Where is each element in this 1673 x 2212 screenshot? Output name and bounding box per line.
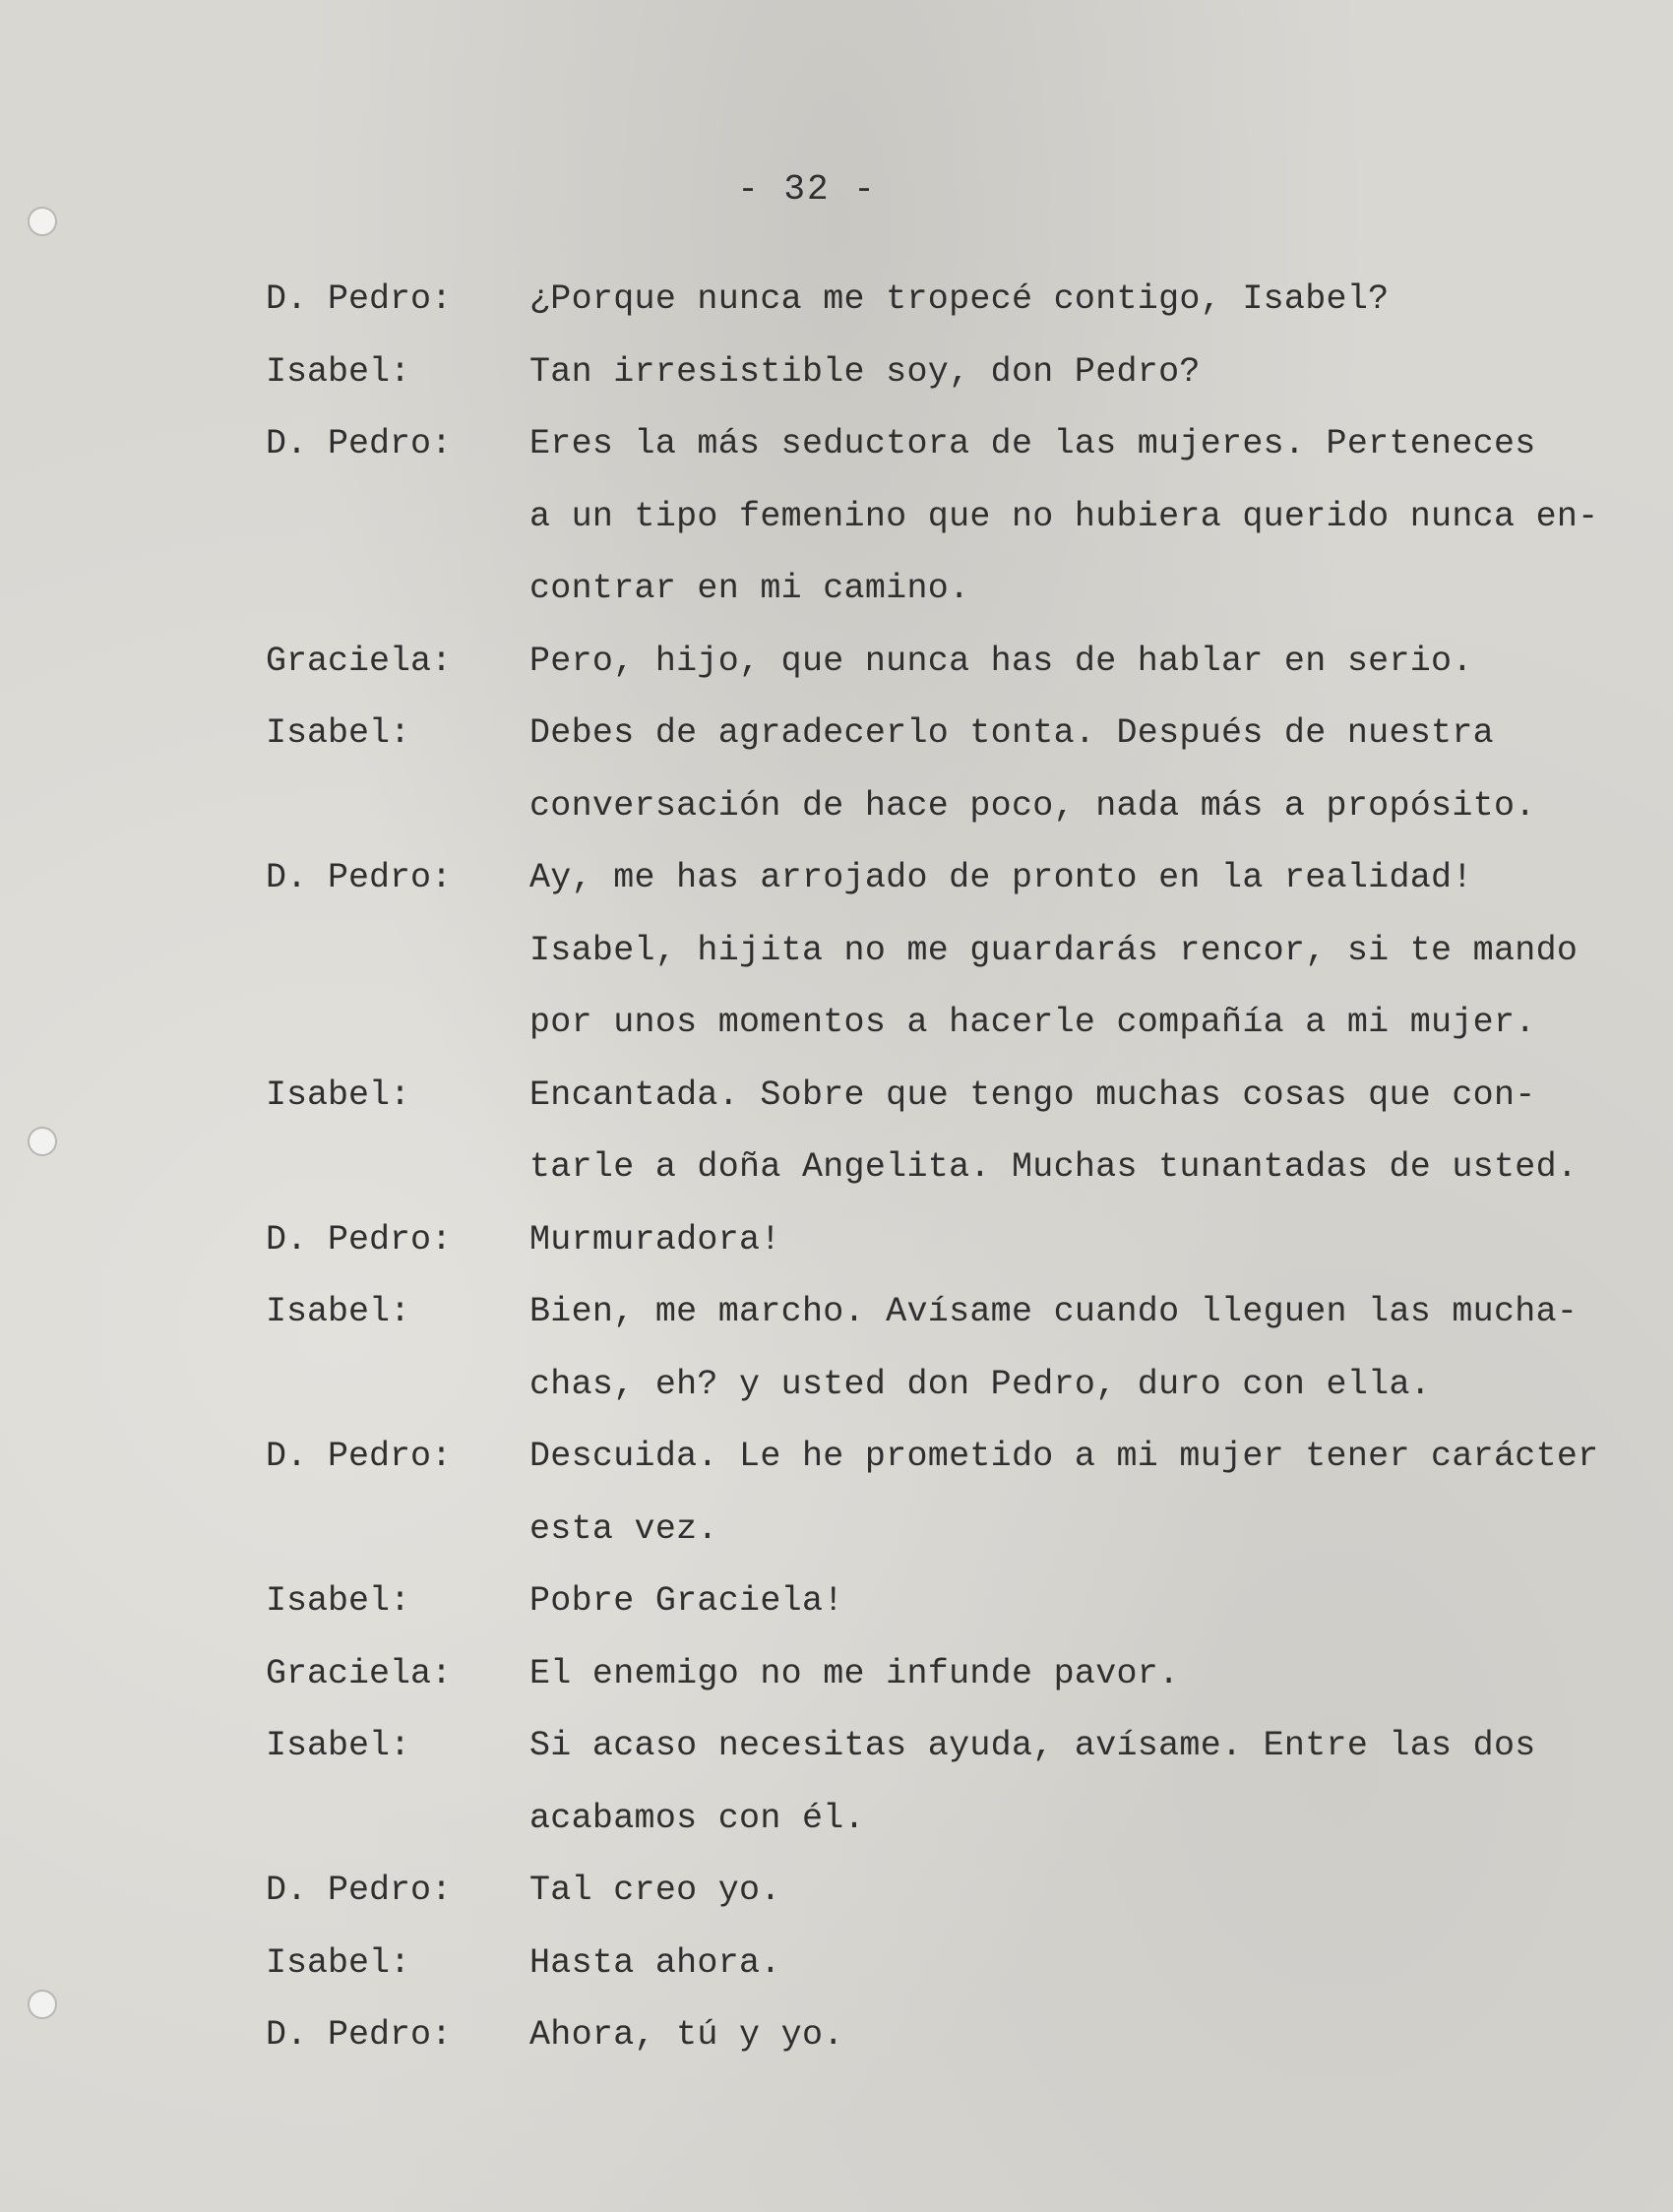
dialogue-text: Pero, hijo, que nunca has de hablar en serio. xyxy=(529,641,1473,681)
speaker-name: Isabel: xyxy=(266,1581,411,1621)
dialogue-line xyxy=(266,1724,1594,1797)
speaker-name: Isabel: xyxy=(266,1726,411,1765)
dialogue-line xyxy=(266,1797,1594,1870)
punch-hole-middle xyxy=(28,1127,57,1156)
dialogue-text: Eres la más seductora de las mujeres. Perteneces xyxy=(529,424,1536,463)
speaker-name: D. Pedro: xyxy=(266,1219,453,1260)
dialogue-line xyxy=(266,856,1594,929)
dialogue-line xyxy=(266,422,1594,495)
dialogue-text: conversación de hace poco, nada más a propósito. xyxy=(529,785,1536,826)
dialogue-text: Tan irresistible soy, don Pedro? xyxy=(529,351,1201,392)
dialogue-line xyxy=(266,1145,1594,1218)
speaker-name: D. Pedro: xyxy=(266,424,453,463)
dialogue-line xyxy=(266,1579,1594,1652)
dialogue-text: Debes de agradecerlo tonta. Después de nuestra xyxy=(529,713,1494,753)
punch-hole-bottom xyxy=(28,1990,57,2019)
page-number: - 32 - xyxy=(737,169,877,210)
speaker-name: D. Pedro: xyxy=(266,2015,453,2055)
dialogue-text: Isabel, hijita no me guardarás rencor, si te mando xyxy=(529,930,1579,970)
dialogue-line xyxy=(266,784,1594,857)
dialogue-line xyxy=(266,1363,1594,1436)
dialogue-line xyxy=(266,1435,1599,1507)
speaker-name: D. Pedro: xyxy=(266,858,453,897)
dialogue-text: Hasta ahora. xyxy=(529,1942,781,1983)
dialogue-script xyxy=(266,277,1599,2086)
dialogue-text: acabamos con él. xyxy=(529,1798,865,1838)
speaker-name: Graciela: xyxy=(266,1653,453,1693)
dialogue-text: Murmuradora! xyxy=(529,1219,781,1260)
dialogue-line xyxy=(266,1001,1594,1074)
dialogue-line xyxy=(266,495,1599,568)
speaker-name: Isabel: xyxy=(266,351,411,392)
dialogue-line xyxy=(266,277,1594,350)
speaker-name: D. Pedro: xyxy=(266,1871,453,1910)
dialogue-line xyxy=(266,640,1594,712)
dialogue-line xyxy=(266,1869,1594,1941)
dialogue-text: Si acaso necesitas ayuda, avísame. Entre las dos xyxy=(529,1726,1536,1765)
dialogue-text: a un tipo femenino que no hubiera querido nunca en- xyxy=(529,496,1599,536)
dialogue-line xyxy=(266,1652,1594,1725)
dialogue-line xyxy=(266,1218,1594,1291)
dialogue-text: por unos momentos a hacerle compañía a mi mujer. xyxy=(529,1003,1536,1042)
speaker-name: Graciela: xyxy=(266,641,453,681)
speaker-name: D. Pedro: xyxy=(266,279,453,319)
speaker-name: Isabel: xyxy=(266,1292,411,1331)
speaker-name: Isabel: xyxy=(266,713,411,753)
dialogue-text: chas, eh? y usted don Pedro, duro con ella. xyxy=(529,1364,1432,1404)
dialogue-line xyxy=(266,1507,1594,1580)
dialogue-text: Ay, me has arrojado de pronto en la realidad! xyxy=(529,858,1473,897)
dialogue-text: El enemigo no me infunde pavor. xyxy=(529,1653,1180,1693)
dialogue-text: Encantada. Sobre que tengo muchas cosas que con- xyxy=(529,1075,1536,1115)
dialogue-line xyxy=(266,711,1594,784)
dialogue-line xyxy=(266,1941,1594,2014)
speaker-name: D. Pedro: xyxy=(266,1437,453,1476)
dialogue-line xyxy=(266,1290,1594,1363)
dialogue-line xyxy=(266,2013,1594,2086)
dialogue-line xyxy=(266,350,1594,423)
dialogue-text: tarle a doña Angelita. Muchas tunantadas de usted. xyxy=(529,1147,1579,1187)
speaker-name: Isabel: xyxy=(266,1075,411,1115)
speaker-name: Isabel: xyxy=(266,1942,411,1983)
dialogue-text: Pobre Graciela! xyxy=(529,1581,844,1621)
dialogue-line xyxy=(266,567,1594,640)
dialogue-text: Descuida. Le he prometido a mi mujer tener carácter xyxy=(529,1437,1599,1476)
dialogue-text: contrar en mi camino. xyxy=(529,569,970,608)
dialogue-line xyxy=(266,1074,1594,1146)
dialogue-text: Tal creo yo. xyxy=(529,1871,781,1910)
dialogue-text: Ahora, tú y yo. xyxy=(529,2015,844,2055)
dialogue-text: ¿Porque nunca me tropecé contigo, Isabel? xyxy=(529,279,1390,319)
dialogue-text: esta vez. xyxy=(529,1508,718,1549)
punch-hole-top xyxy=(28,207,57,236)
dialogue-line xyxy=(266,929,1594,1002)
dialogue-text: Bien, me marcho. Avísame cuando lleguen las mucha- xyxy=(529,1292,1579,1331)
